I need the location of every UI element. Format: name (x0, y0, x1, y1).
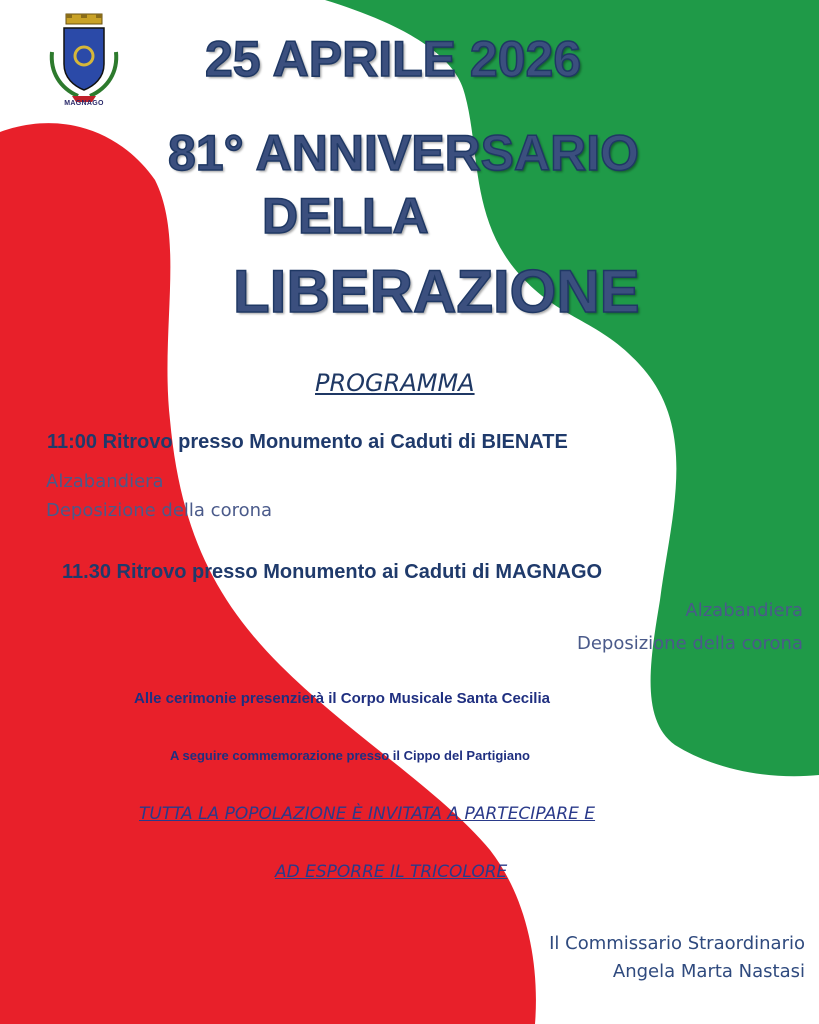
commemoration-note: A seguire commemorazione presso il Cippo del Partigiano (170, 748, 530, 763)
band-note: Alle cerimonie presenzierà il Corpo Musicale Santa Cecilia (134, 690, 550, 707)
title-della: DELLA (262, 188, 429, 244)
program-heading: PROGRAMMA (315, 369, 475, 397)
title-liberazione: LIBERAZIONE (233, 258, 640, 325)
event-date: 25 APRILE 2026 (205, 31, 582, 87)
event-magnago-item-2: Deposizione della corona (576, 633, 803, 654)
invitation-line-1: TUTTA LA POPOLAZIONE È INVITATA A PARTECIPARE E (139, 804, 596, 824)
event-bienate: 11:00 Ritrovo presso Monumento ai Caduti di BIENATE (47, 431, 568, 453)
signature-role: Il Commissario Straordinario (549, 933, 805, 954)
event-magnago: 11.30 Ritrovo presso Monumento ai Caduti di MAGNAGO (62, 561, 603, 583)
crest-label: MAGNAGO (64, 100, 104, 107)
municipal-coat-of-arms (44, 12, 124, 116)
invitation-line-2: AD ESPORRE IL TRICOLORE (275, 862, 508, 882)
event-magnago-item-1: Alzabandiera (685, 600, 803, 621)
event-bienate-item-2: Deposizione della corona (46, 500, 273, 521)
signature-name: Angela Marta Nastasi (612, 961, 805, 982)
anniversary-title: 81° ANNIVERSARIO (168, 125, 640, 181)
event-bienate-item-1: Alzabandiera (46, 471, 164, 492)
